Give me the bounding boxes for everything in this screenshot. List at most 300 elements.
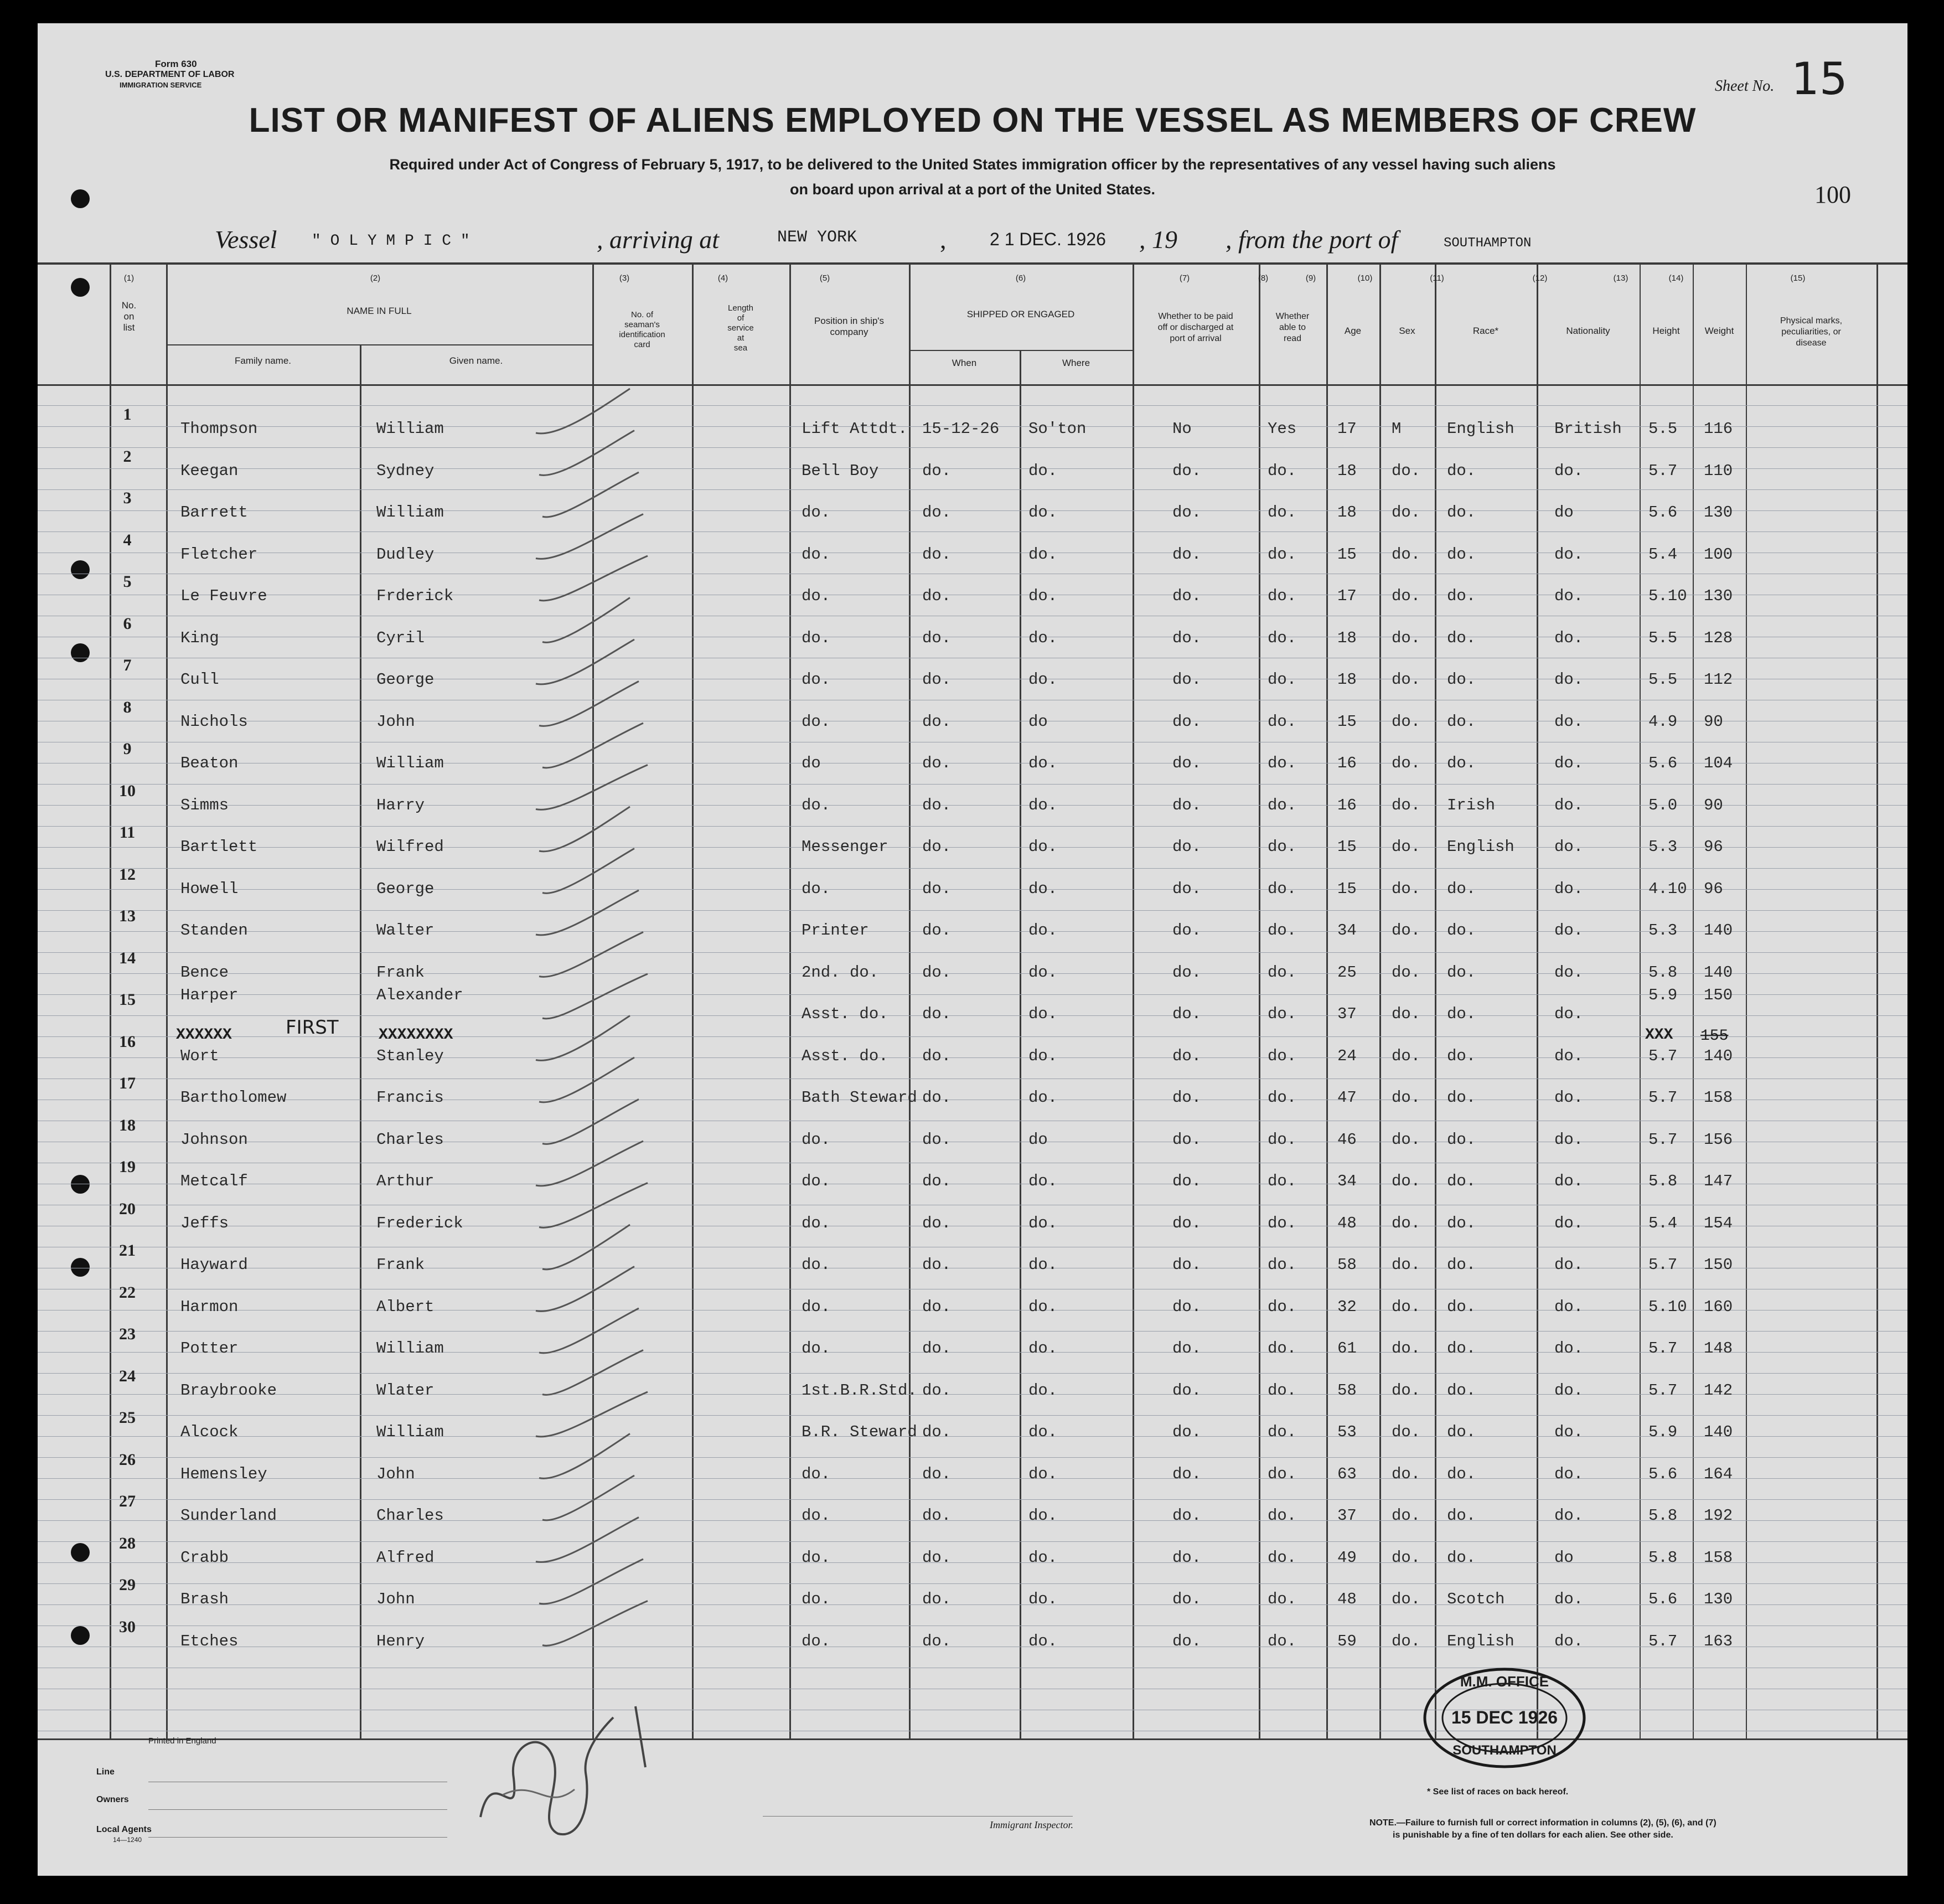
cell-paid: do. xyxy=(1172,1172,1202,1190)
cell-read: do. xyxy=(1268,712,1297,731)
cell-paid: do. xyxy=(1172,1088,1202,1107)
pencil-tick xyxy=(542,849,634,894)
cell-family: Bence xyxy=(180,963,229,982)
cell-family: Cull xyxy=(180,670,219,689)
cell-read: do. xyxy=(1268,1297,1297,1316)
cell-read: do. xyxy=(1268,1590,1297,1608)
cell-read: do. xyxy=(1268,796,1297,814)
cell-paid: do. xyxy=(1172,1464,1202,1483)
form-number: Form 630 xyxy=(155,59,197,69)
cell-when: do. xyxy=(922,1256,952,1274)
cell-when: do. xyxy=(922,1172,952,1190)
cell-age: 58 xyxy=(1337,1381,1357,1400)
cell-read: Yes xyxy=(1268,420,1297,438)
cell-no: 6 xyxy=(123,614,132,633)
form-code: 14—1240 xyxy=(113,1836,142,1844)
header-position: Position in ship's company xyxy=(814,316,885,337)
cell-paid: do. xyxy=(1172,1423,1202,1441)
cell-read: do. xyxy=(1268,1088,1297,1107)
cell-paid: do. xyxy=(1172,838,1202,856)
cell-weight: 163 xyxy=(1704,1632,1733,1650)
cell-paid: do. xyxy=(1172,503,1202,522)
cell-given: Frank xyxy=(376,1256,425,1274)
cell-sex: do. xyxy=(1392,587,1421,605)
cell-weight: 140 xyxy=(1704,1423,1733,1441)
cell-paid: do. xyxy=(1172,879,1202,898)
cell-paid: do. xyxy=(1172,1046,1202,1065)
cell-weight: 90 xyxy=(1704,712,1723,731)
cell-sex: do. xyxy=(1392,712,1421,731)
cell-family: Jeffs xyxy=(180,1214,229,1232)
cell-weight: 158 xyxy=(1704,1088,1733,1107)
pencil-tick xyxy=(542,1225,630,1270)
pencil-tick xyxy=(536,1267,634,1312)
cell-when: do. xyxy=(922,1339,952,1358)
cell-paid: do. xyxy=(1172,754,1202,772)
owners-rule xyxy=(148,1809,447,1810)
cell-given: Wilfred xyxy=(376,838,444,856)
cell-position: do. xyxy=(802,712,831,731)
header-where: Where xyxy=(1062,358,1090,368)
cell-where: do. xyxy=(1028,1256,1058,1274)
pencil-tick xyxy=(536,1016,630,1061)
cell-given: William xyxy=(376,1423,444,1441)
cell-nationality: do. xyxy=(1554,838,1584,856)
cell-age: 17 xyxy=(1337,420,1357,438)
cell-sex: do. xyxy=(1392,1297,1421,1316)
cell-nationality: do. xyxy=(1554,1297,1584,1316)
pencil-tick xyxy=(536,1141,643,1186)
cell-height: 5.7 xyxy=(1648,1046,1678,1065)
cell-race: do. xyxy=(1447,963,1476,982)
cell-read: do. xyxy=(1268,754,1297,772)
cell-position: do. xyxy=(802,1632,831,1650)
cell-read: do. xyxy=(1268,1548,1297,1567)
cell-nationality: do. xyxy=(1554,1506,1584,1525)
cell-given: William xyxy=(376,503,444,522)
cell-race: do. xyxy=(1447,545,1476,564)
cell-weight: 147 xyxy=(1704,1172,1733,1190)
cell-position: Bell Boy xyxy=(802,461,879,480)
cell-given: Frederick xyxy=(376,1214,463,1232)
cell-sex: do. xyxy=(1392,1172,1421,1190)
cell-race: do. xyxy=(1447,1130,1476,1149)
footer-owners-label: Owners xyxy=(96,1795,129,1804)
cell-weight: 148 xyxy=(1704,1339,1733,1358)
cell-read: do. xyxy=(1268,963,1297,982)
pencil-tick xyxy=(536,1518,639,1562)
pencil-tick xyxy=(536,765,648,810)
cell-family: Fletcher xyxy=(180,545,258,564)
cell-where: do. xyxy=(1028,879,1058,898)
pencil-tick xyxy=(539,1057,634,1102)
cell-paid: do. xyxy=(1172,628,1202,647)
cell-position: do. xyxy=(802,587,831,605)
cell-age: 37 xyxy=(1337,1005,1357,1023)
note-line-2: is punishable by a fine of ten dollars for each alien. See other side. xyxy=(1393,1830,1673,1840)
cell-nationality: do. xyxy=(1554,1590,1584,1608)
cell-where: do. xyxy=(1028,921,1058,940)
cell-position: B.R. Steward xyxy=(802,1423,917,1441)
cell-when: do. xyxy=(922,1464,952,1483)
cell-family: Bartholomew xyxy=(180,1088,287,1107)
cell-age: 61 xyxy=(1337,1339,1357,1358)
col-num: (7) xyxy=(1179,274,1190,283)
cell-height: 5.6 xyxy=(1648,1464,1678,1483)
cell-no: 26 xyxy=(119,1450,136,1469)
cell-where: do. xyxy=(1028,754,1058,772)
cell-given: Alfred xyxy=(376,1548,435,1567)
cell-no: 11 xyxy=(119,823,136,842)
cell-position: do. xyxy=(802,1590,831,1608)
cell-when: do. xyxy=(922,963,952,982)
cell-nationality: do. xyxy=(1554,712,1584,731)
cell-paid: do. xyxy=(1172,963,1202,982)
pencil-tick xyxy=(539,1559,643,1604)
cell-weight: 130 xyxy=(1704,503,1733,522)
cell-where: do. xyxy=(1028,545,1058,564)
cell-nationality: do. xyxy=(1554,963,1584,982)
cell-race: do. xyxy=(1447,1506,1476,1525)
cell-height: 5.9 xyxy=(1648,986,1678,1004)
cell-when: do. xyxy=(922,754,952,772)
cell-read: do. xyxy=(1268,838,1297,856)
cell-weight: 154 xyxy=(1704,1214,1733,1232)
cell-position: Messenger xyxy=(802,838,888,856)
cell-family: Johnson xyxy=(180,1130,248,1149)
department: U.S. DEPARTMENT OF LABOR xyxy=(105,70,235,79)
cell-position: do xyxy=(802,754,821,772)
cell-nationality: do. xyxy=(1554,587,1584,605)
cell-race: do. xyxy=(1447,1214,1476,1232)
cell-where: do. xyxy=(1028,461,1058,480)
cell-race: English xyxy=(1447,420,1514,438)
cell-height: 4.9 xyxy=(1648,712,1678,731)
cell-nationality: do. xyxy=(1554,545,1584,564)
cell-height: 5.5 xyxy=(1648,420,1678,438)
cell-position: do. xyxy=(802,1339,831,1358)
office-stamp xyxy=(1421,1665,1588,1771)
cell-weight: 164 xyxy=(1704,1464,1733,1483)
cell-given: John xyxy=(376,1590,415,1608)
cell-sex: do. xyxy=(1392,754,1421,772)
cell-position: do. xyxy=(802,628,831,647)
cell-where: do. xyxy=(1028,1339,1058,1358)
cell-race: do. xyxy=(1447,461,1476,480)
header-nationality: Nationality xyxy=(1566,326,1610,336)
pencil-tick xyxy=(542,974,648,1019)
cell-age: 49 xyxy=(1337,1548,1357,1567)
cell-family: Le Feuvre xyxy=(180,587,267,605)
cell-weight: 150 xyxy=(1704,1256,1733,1274)
form-title: LIST OR MANIFEST OF ALIENS EMPLOYED ON THE VESSEL AS MEMBERS OF CREW xyxy=(249,101,1697,140)
cell-given: Wlater xyxy=(376,1381,435,1400)
pencil-tick xyxy=(536,639,634,684)
cell-height: 5.5 xyxy=(1648,628,1678,647)
stamp-bottom-text: SOUTHAMPTON xyxy=(1452,1743,1557,1758)
col-num: (11) xyxy=(1430,274,1444,283)
cell-paid: do. xyxy=(1172,1506,1202,1525)
cell-position: do. xyxy=(802,1297,831,1316)
header-name-in-full: NAME IN FULL xyxy=(347,306,412,316)
inspector-label: Immigrant Inspector. xyxy=(990,1819,1073,1830)
cell-age: 59 xyxy=(1337,1632,1357,1650)
cell-race: do. xyxy=(1447,1339,1476,1358)
cell-no: 24 xyxy=(119,1366,136,1385)
vessel-name: " O L Y M P I C " xyxy=(312,233,470,250)
header-physical: Physical marks, peculiarities, or disease xyxy=(1780,316,1843,348)
cell-age: 17 xyxy=(1337,587,1357,605)
header-age: Age xyxy=(1344,326,1362,336)
cell-age: 16 xyxy=(1337,754,1357,772)
cell-race: do. xyxy=(1447,628,1476,647)
cell-nationality: do. xyxy=(1554,1088,1584,1107)
struck-family-name: XXXXXX xyxy=(176,1026,232,1044)
cell-weight: 158 xyxy=(1704,1548,1733,1567)
struck-given-name: XXXXXXXX xyxy=(379,1026,453,1044)
cell-where: So'ton xyxy=(1028,420,1087,438)
cell-read: do. xyxy=(1268,1506,1297,1525)
cell-race: do. xyxy=(1447,670,1476,689)
cell-family: Howell xyxy=(180,879,239,898)
cell-race: Scotch xyxy=(1447,1590,1505,1608)
cell-height: 5.8 xyxy=(1648,1506,1678,1525)
cell-race: English xyxy=(1447,838,1514,856)
stamp-date: 15 DEC 1926 xyxy=(1451,1707,1558,1727)
col-num: (9) xyxy=(1305,274,1316,283)
cell-family: Sunderland xyxy=(180,1506,277,1525)
cell-no: 4 xyxy=(123,530,132,549)
cell-where: do. xyxy=(1028,838,1058,856)
cell-family: Braybrooke xyxy=(180,1381,277,1400)
comma: , xyxy=(940,225,947,254)
cell-sex: do. xyxy=(1392,628,1421,647)
cell-given: Frank xyxy=(376,963,425,982)
cell-family: Beaton xyxy=(180,754,239,772)
cell-position: Asst. do. xyxy=(802,1005,888,1023)
cell-where: do. xyxy=(1028,1297,1058,1316)
cell-age: 15 xyxy=(1337,712,1357,731)
cell-nationality: do. xyxy=(1554,796,1584,814)
cell-read: do. xyxy=(1268,587,1297,605)
immigration-service: IMMIGRATION SERVICE xyxy=(120,81,202,89)
header-paid-off: Whether to be paid off or discharged at port of arrival xyxy=(1157,312,1234,343)
races-note: * See list of races on back hereof. xyxy=(1427,1787,1569,1797)
cell-race: Irish xyxy=(1447,796,1496,814)
cell-weight: 130 xyxy=(1704,587,1733,605)
cell-when: do. xyxy=(922,879,952,898)
cell-family: King xyxy=(180,628,219,647)
cell-age: 15 xyxy=(1337,838,1357,856)
cell-sex: do. xyxy=(1392,1214,1421,1232)
cell-height: 5.4 xyxy=(1648,545,1678,564)
cell-height: 5.8 xyxy=(1648,1172,1678,1190)
signature xyxy=(469,1695,669,1845)
cell-read: do. xyxy=(1268,670,1297,689)
cell-read: do. xyxy=(1268,1046,1297,1065)
cell-position: do. xyxy=(802,1464,831,1483)
cell-paid: do. xyxy=(1172,1632,1202,1650)
cell-family: Standen xyxy=(180,921,248,940)
pencil-tick xyxy=(539,682,639,726)
cell-where: do. xyxy=(1028,1632,1058,1650)
cell-position: do. xyxy=(802,670,831,689)
cell-nationality: do xyxy=(1554,1548,1574,1567)
cell-when: do. xyxy=(922,1130,952,1149)
cell-weight: 90 xyxy=(1704,796,1723,814)
cell-read: do. xyxy=(1268,1256,1297,1274)
footer-line-label: Line xyxy=(96,1767,115,1777)
cell-when: do. xyxy=(922,838,952,856)
cell-when: do. xyxy=(922,712,952,731)
arriving-port: NEW YORK xyxy=(777,228,857,247)
pencil-tick-marks xyxy=(38,23,1907,1876)
cell-given: George xyxy=(376,670,435,689)
cell-sex: do. xyxy=(1392,1632,1421,1650)
cell-position: do. xyxy=(802,1548,831,1567)
header-length-service: Length of service at sea xyxy=(727,303,754,353)
cell-age: 48 xyxy=(1337,1214,1357,1232)
cell-height: 4.10 xyxy=(1648,879,1687,898)
cell-when: do. xyxy=(922,1590,952,1608)
cell-where: do. xyxy=(1028,1548,1058,1567)
cell-nationality: do. xyxy=(1554,1423,1584,1441)
cell-weight: 100 xyxy=(1704,545,1733,564)
cell-no: 25 xyxy=(119,1408,136,1427)
cell-given: Cyril xyxy=(376,628,425,647)
cell-height: 5.10 xyxy=(1648,1297,1687,1316)
cell-given: William xyxy=(376,1339,444,1358)
cell-sex: do. xyxy=(1392,1256,1421,1274)
cell-where: do. xyxy=(1028,1590,1058,1608)
cell-where: do. xyxy=(1028,503,1058,522)
cell-sex: do. xyxy=(1392,963,1421,982)
cell-sex: do. xyxy=(1392,838,1421,856)
cell-family: Alcock xyxy=(180,1423,239,1441)
cell-position: do. xyxy=(802,1506,831,1525)
cell-family: Brash xyxy=(180,1590,229,1608)
cell-nationality: do. xyxy=(1554,1381,1584,1400)
cell-where: do xyxy=(1028,712,1048,731)
cell-nationality: do. xyxy=(1554,879,1584,898)
cell-race: do. xyxy=(1447,503,1476,522)
cell-height: 5.3 xyxy=(1648,838,1678,856)
inspector-rule xyxy=(763,1816,1073,1817)
cell-position: do. xyxy=(802,879,831,898)
cell-where: do. xyxy=(1028,1381,1058,1400)
cell-age: 58 xyxy=(1337,1256,1357,1274)
pencil-tick xyxy=(542,1601,648,1646)
cell-nationality: do. xyxy=(1554,628,1584,647)
cell-read: do. xyxy=(1268,1339,1297,1358)
cell-nationality: do xyxy=(1554,503,1574,522)
footer-agents-label: Local Agents xyxy=(96,1825,152,1834)
pencil-tick xyxy=(536,890,639,935)
cell-race: do. xyxy=(1447,1381,1476,1400)
header-given-name: Given name. xyxy=(449,355,503,366)
cell-paid: do. xyxy=(1172,1590,1202,1608)
pencil-tick xyxy=(542,1100,639,1144)
header-id-card: No. of seaman's identification card xyxy=(619,310,665,349)
cell-height: 5.4 xyxy=(1648,1214,1678,1232)
cell-no: 17 xyxy=(119,1074,136,1092)
cell-family: Bartlett xyxy=(180,838,258,856)
cell-weight: 128 xyxy=(1704,628,1733,647)
cell-sex: do. xyxy=(1392,1590,1421,1608)
pencil-tick xyxy=(542,723,643,768)
cell-paid: do. xyxy=(1172,796,1202,814)
cell-when: do. xyxy=(922,1506,952,1525)
cell-no: 16 xyxy=(119,1032,136,1051)
cell-sex: do. xyxy=(1392,796,1421,814)
cell-no: 21 xyxy=(119,1241,136,1260)
cell-paid: do. xyxy=(1172,545,1202,564)
cell-read: do. xyxy=(1268,1632,1297,1650)
cell-no: 2 xyxy=(123,447,132,466)
cell-weight: 150 xyxy=(1704,986,1733,1004)
cell-read: do. xyxy=(1268,1005,1297,1023)
cell-given: John xyxy=(376,712,415,731)
agents-rule xyxy=(148,1837,447,1838)
year-label: , 19 xyxy=(1139,225,1177,254)
cell-paid: do. xyxy=(1172,1381,1202,1400)
pencil-tick xyxy=(542,598,630,643)
pencil-tick xyxy=(542,472,639,517)
cell-no: 18 xyxy=(119,1116,136,1134)
cell-age: 18 xyxy=(1337,628,1357,647)
cell-height: 5.6 xyxy=(1648,503,1678,522)
from-label: , from the port of xyxy=(1226,225,1398,254)
cell-no: 10 xyxy=(119,781,136,800)
cell-race: do. xyxy=(1447,1046,1476,1065)
cell-read: do. xyxy=(1268,461,1297,480)
cell-height: 5.5 xyxy=(1648,670,1678,689)
cell-nationality: do. xyxy=(1554,1214,1584,1232)
cell-nationality: do. xyxy=(1554,1464,1584,1483)
header-no-on-list: No. on list xyxy=(121,300,137,333)
cell-when: do. xyxy=(922,503,952,522)
cell-height: 5.9 xyxy=(1648,1423,1678,1441)
cell-age: 37 xyxy=(1337,1506,1357,1525)
cell-when: do. xyxy=(922,545,952,564)
pencil-tick xyxy=(536,1392,648,1437)
cell-where: do. xyxy=(1028,963,1058,982)
cell-read: do. xyxy=(1268,1464,1297,1483)
cell-family: Keegan xyxy=(180,461,239,480)
col-num: (1) xyxy=(123,274,135,283)
cell-given: George xyxy=(376,879,435,898)
cell-weight: 140 xyxy=(1704,963,1733,982)
cell-position: Bath Steward xyxy=(802,1088,917,1107)
struck-weight: 155 xyxy=(1700,1028,1729,1045)
pencil-tick xyxy=(536,514,643,559)
cell-when: do. xyxy=(922,670,952,689)
cell-paid: do. xyxy=(1172,1256,1202,1274)
cell-no: 19 xyxy=(119,1158,136,1176)
cell-race: do. xyxy=(1447,712,1476,731)
cell-given: John xyxy=(376,1464,415,1483)
cell-age: 34 xyxy=(1337,1172,1357,1190)
cell-family: Wort xyxy=(180,1046,219,1065)
cell-race: do. xyxy=(1447,754,1476,772)
cell-sex: do. xyxy=(1392,1464,1421,1483)
cell-weight: 116 xyxy=(1704,420,1733,438)
cell-position: 1st.B.R.Std. xyxy=(802,1381,917,1400)
cell-nationality: do. xyxy=(1554,1046,1584,1065)
cell-family: Harper xyxy=(180,986,239,1004)
cell-where: do. xyxy=(1028,1464,1058,1483)
cell-age: 18 xyxy=(1337,670,1357,689)
